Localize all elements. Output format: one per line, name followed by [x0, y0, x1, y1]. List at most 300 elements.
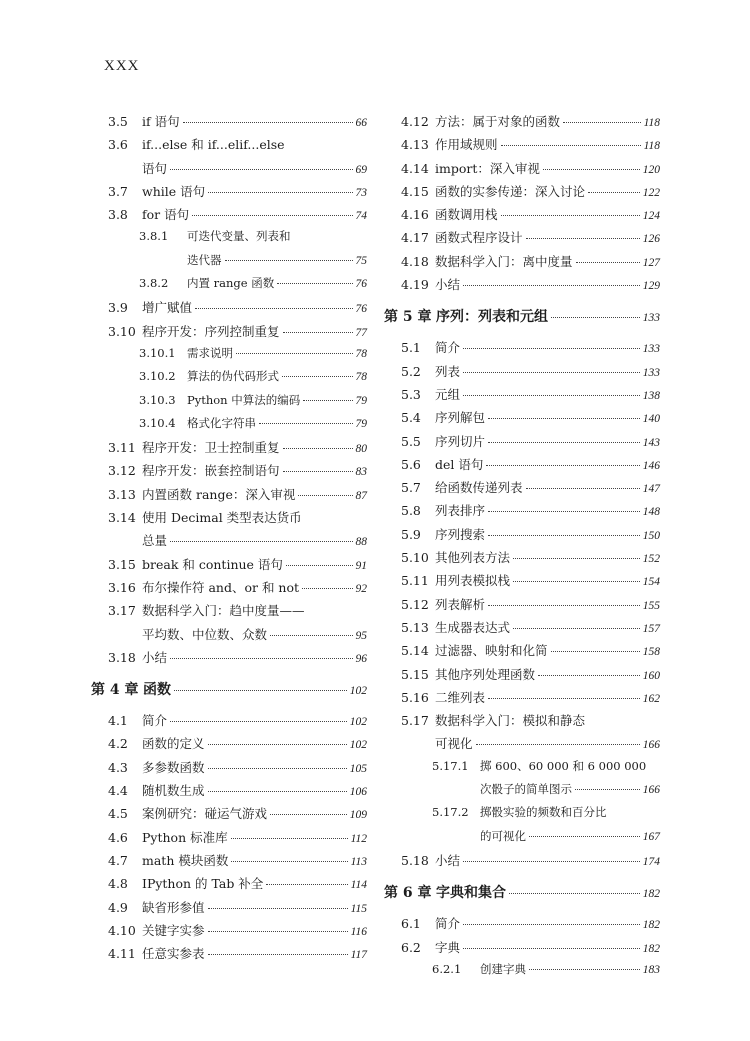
toc-entry[interactable]: [384, 525, 660, 548]
section-number: 5.3: [401, 386, 421, 402]
section-title: 字典和集合: [436, 885, 506, 902]
toc-entry[interactable]: [384, 758, 660, 805]
section-number: 3.10.1: [139, 345, 176, 360]
section-number: 5.10: [401, 550, 429, 566]
section-title: 缺省形参值: [142, 899, 205, 915]
section-number: 4.14: [401, 160, 429, 176]
section-number: 3.8.1: [139, 229, 169, 244]
section-title: 算法的伪代码形式: [187, 369, 279, 384]
section-number: 4.11: [108, 946, 136, 962]
page-number-ref: 117: [350, 949, 367, 962]
page-number-ref: 152: [642, 553, 660, 566]
section-title: 简介: [435, 916, 461, 932]
section-number: 4.1: [108, 713, 128, 729]
toc-entry[interactable]: [384, 641, 660, 664]
dot-leader: [170, 721, 347, 722]
dot-leader: [501, 145, 641, 146]
section-number: 4.6: [108, 829, 128, 845]
section-title: 掷 600、60 000 和 6 000 000: [480, 758, 647, 773]
page-number-ref: 147: [642, 483, 660, 496]
section-title: 函数的定义: [142, 736, 205, 752]
toc-entry[interactable]: [384, 618, 660, 641]
section-number: 5.18: [401, 852, 429, 868]
section-title: if 语句: [142, 114, 180, 129]
toc-entry[interactable]: [384, 205, 660, 228]
dot-leader: [283, 332, 353, 333]
dot-leader: [463, 348, 640, 349]
toc-entry[interactable]: [91, 944, 367, 967]
section-title: 函数的实参传递：深入讨论: [435, 183, 586, 199]
dot-leader: [551, 651, 640, 652]
toc-entry[interactable]: [91, 205, 367, 228]
toc-entry[interactable]: [384, 548, 660, 571]
section-title: 列表解析: [435, 596, 486, 612]
section-title: 程序开发：嵌套控制语句: [142, 463, 280, 479]
page-number-ref: 69: [355, 163, 367, 176]
toc-entry[interactable]: [91, 368, 367, 391]
section-title: while 语句: [142, 183, 206, 199]
dot-leader: [208, 192, 352, 193]
dot-leader: [509, 893, 640, 894]
section-title: 小结: [435, 277, 461, 293]
dot-leader: [513, 581, 640, 582]
page-number-ref: 133: [642, 366, 660, 379]
page-number-ref: 118: [643, 140, 660, 153]
toc-entry[interactable]: [91, 322, 367, 345]
toc-entry[interactable]: [91, 555, 367, 578]
dot-leader: [488, 511, 640, 512]
toc-entry[interactable]: [91, 135, 367, 182]
section-number: 4.13: [401, 137, 429, 153]
toc-entry[interactable]: [91, 804, 367, 827]
page-number-ref: 129: [642, 280, 660, 293]
toc-entry[interactable]: [91, 874, 367, 897]
page-number-ref: 155: [642, 599, 660, 612]
section-title: 给函数传递列表: [435, 480, 523, 496]
page-number-ref: 78: [355, 347, 367, 360]
toc-entry[interactable]: [384, 432, 660, 455]
dot-leader: [259, 423, 353, 424]
section-title: 函数式程序设计: [435, 230, 523, 246]
page-number-ref: 162: [642, 692, 660, 705]
section-number: 5.17.1: [432, 758, 469, 773]
page-number-ref: 150: [642, 529, 660, 542]
page-number: XXX: [104, 58, 140, 74]
section-number: 5.2: [401, 363, 421, 379]
section-title: 内置 range 函数: [187, 276, 275, 291]
toc-entry[interactable]: [384, 228, 660, 251]
section-number: 4.15: [401, 183, 429, 199]
toc-entry[interactable]: [384, 338, 660, 361]
toc-entry[interactable]: [91, 921, 367, 944]
dot-leader: [563, 122, 641, 123]
section-number: 5.5: [401, 433, 421, 449]
entry-line-1: [108, 601, 367, 624]
page-number-ref: 79: [355, 394, 367, 407]
section-title: IPython 的 Tab 补全: [142, 876, 264, 892]
dot-leader: [277, 283, 352, 284]
page-number-ref: 154: [642, 576, 660, 589]
page-number-ref: 113: [350, 855, 367, 868]
toc-entry[interactable]: [384, 385, 660, 408]
toc-entry[interactable]: [384, 112, 660, 135]
section-title-continued: 可视化: [435, 736, 473, 752]
dot-leader: [588, 192, 640, 193]
section-number: 4.16: [401, 207, 429, 223]
page-number-ref: 78: [355, 371, 367, 384]
section-number: 4.19: [401, 277, 429, 293]
dot-leader: [488, 418, 640, 419]
section-title: 二维列表: [435, 689, 486, 705]
toc-entry[interactable]: [384, 665, 660, 688]
section-title: 多参数函数: [142, 759, 205, 775]
page-number-ref: 143: [642, 436, 660, 449]
dot-leader: [170, 541, 352, 542]
toc-entry[interactable]: [91, 112, 367, 135]
toc-entry[interactable]: [384, 159, 660, 182]
toc-entry[interactable]: [384, 595, 660, 618]
dot-leader: [476, 744, 640, 745]
toc-entry[interactable]: [384, 455, 660, 478]
section-title: 其他序列处理函数: [435, 666, 536, 682]
section-number: 3.13: [108, 486, 136, 502]
entry-line-1: [432, 804, 660, 827]
page-number-ref: 112: [350, 832, 367, 845]
section-title: 简介: [142, 713, 168, 729]
section-title-continued: 的可视化: [480, 828, 526, 843]
page-number-ref: 120: [642, 163, 660, 176]
dot-leader: [463, 948, 640, 949]
page-number-ref: 87: [355, 489, 367, 502]
section-number: 4.12: [401, 114, 429, 129]
page-number-ref: 66: [355, 117, 367, 129]
page-number-ref: 118: [643, 117, 660, 129]
section-title: 数据科学入门：趋中度量——: [142, 603, 305, 619]
section-title-continued: 总量: [142, 533, 168, 549]
section-title: 函数调用栈: [435, 207, 498, 223]
page-number-ref: 102: [349, 685, 367, 698]
toc-entry[interactable]: [91, 828, 367, 851]
section-title: del 语句: [435, 456, 484, 472]
dot-leader: [551, 317, 640, 318]
section-number: 4.10: [108, 922, 136, 938]
toc-entry[interactable]: [384, 478, 660, 501]
page-number-ref: 115: [350, 902, 367, 915]
page-number-ref: 75: [355, 254, 367, 267]
section-title: 过滤器、映射和化简: [435, 643, 548, 659]
toc-entry[interactable]: [91, 734, 367, 757]
toc-entry[interactable]: [91, 392, 367, 415]
section-title: 案例研究：碰运气游戏: [142, 806, 268, 822]
section-title-continued: 语句: [142, 160, 168, 176]
section-title-continued: 平均数、中位数、众数: [142, 626, 268, 642]
toc-entry[interactable]: [91, 228, 367, 275]
dot-leader: [463, 861, 640, 862]
dot-leader: [576, 262, 640, 263]
dot-leader: [302, 588, 352, 589]
toc-entry[interactable]: [384, 362, 660, 385]
page-number-ref: 182: [642, 888, 660, 901]
section-number: 5.4: [401, 410, 421, 426]
page-number-ref: 105: [349, 762, 367, 775]
toc-entry[interactable]: [91, 578, 367, 601]
dot-leader: [208, 908, 348, 909]
dot-leader: [543, 169, 640, 170]
toc-entry[interactable]: [91, 461, 367, 484]
dot-leader: [231, 838, 348, 839]
section-number: 3.15: [108, 556, 136, 572]
section-title: 内置函数 range：深入审视: [142, 486, 296, 502]
section-title: Python 中算法的编码: [187, 392, 301, 407]
page-number-ref: 126: [642, 233, 660, 246]
page-number-ref: 166: [642, 739, 660, 752]
section-number: 5.8: [401, 503, 421, 519]
dot-leader: [283, 471, 353, 472]
dot-leader: [486, 465, 639, 466]
page-number-ref: 183: [642, 963, 660, 976]
section-number: 5.16: [401, 689, 429, 705]
toc-entry[interactable]: [384, 501, 660, 524]
section-title: 序列：列表和元组: [436, 309, 548, 326]
entry-line-1: [432, 758, 660, 781]
page-number-ref: 91: [355, 559, 367, 572]
dot-leader: [526, 488, 640, 489]
toc-entry[interactable]: [91, 601, 367, 648]
page-number-ref: 95: [355, 629, 367, 642]
section-number: 5.1: [401, 340, 421, 356]
page-number-ref: 106: [349, 786, 367, 799]
dot-leader: [208, 768, 347, 769]
section-title: 用列表模拟栈: [435, 573, 511, 589]
page-number-ref: 124: [642, 210, 660, 223]
page-number-ref: 76: [355, 303, 367, 316]
page-number-ref: 102: [349, 739, 367, 752]
toc-entry[interactable]: [384, 711, 660, 758]
toc-entry[interactable]: [384, 252, 660, 275]
page-number-ref: 79: [355, 417, 367, 430]
page-number-ref: 167: [642, 830, 660, 843]
toc-chapter-entry[interactable]: [384, 874, 660, 914]
toc-entry[interactable]: [384, 408, 660, 431]
toc-entry[interactable]: [91, 182, 367, 205]
section-number: 3.9: [108, 300, 128, 316]
section-number: 4.17: [401, 230, 429, 246]
section-title: 作用域规则: [435, 137, 498, 153]
toc-entry[interactable]: [91, 898, 367, 921]
section-title: math 模块函数: [142, 852, 229, 868]
section-title: break 和 continue 语句: [142, 556, 283, 572]
section-title: 字典: [435, 939, 461, 955]
section-title: import：深入审视: [435, 160, 540, 176]
dot-leader: [298, 495, 352, 496]
toc-chapter-entry[interactable]: [384, 298, 660, 338]
dot-leader: [208, 744, 347, 745]
section-number: 3.10.4: [139, 415, 176, 430]
dot-leader: [195, 308, 352, 309]
section-title: 随机数生成: [142, 783, 205, 799]
page-number-ref: 157: [642, 622, 660, 635]
section-title: 程序开发：序列控制重复: [142, 323, 280, 339]
toc-entry[interactable]: [91, 275, 367, 298]
section-number: 4.9: [108, 899, 128, 915]
section-title: 布尔操作符 and、or 和 not: [142, 579, 300, 595]
dot-leader: [183, 122, 353, 123]
toc-entry[interactable]: [384, 275, 660, 298]
dot-leader: [575, 789, 640, 790]
section-number: 4.18: [401, 253, 429, 269]
toc-entry[interactable]: [384, 182, 660, 205]
page-number-ref: 133: [642, 343, 660, 356]
page-number-ref: 158: [642, 646, 660, 659]
toc-entry[interactable]: [384, 851, 660, 874]
dot-leader: [170, 169, 352, 170]
toc-entry[interactable]: [91, 851, 367, 874]
dot-leader: [463, 372, 640, 373]
section-number: 5.11: [401, 573, 429, 589]
section-title: 函数: [143, 682, 171, 699]
toc-entry[interactable]: [91, 485, 367, 508]
section-number: 4.4: [108, 783, 128, 799]
section-number: 3.7: [108, 183, 128, 199]
section-number: 3.5: [108, 114, 128, 129]
toc-entry[interactable]: [384, 135, 660, 158]
section-title: 列表排序: [435, 503, 486, 519]
section-title: 序列搜索: [435, 526, 486, 542]
dot-leader: [488, 605, 640, 606]
page-number-ref: 122: [642, 186, 660, 199]
section-number: 3.11: [108, 440, 136, 456]
toc-entry[interactable]: [91, 438, 367, 461]
dot-leader: [488, 698, 640, 699]
section-number: 3.16: [108, 579, 136, 595]
toc-entry[interactable]: [91, 345, 367, 368]
dot-leader: [270, 635, 352, 636]
dot-leader: [286, 565, 353, 566]
dot-leader: [225, 260, 353, 261]
section-number: 3.14: [108, 510, 136, 526]
dot-leader: [236, 353, 353, 354]
toc-entry[interactable]: [384, 961, 660, 984]
dot-leader: [170, 658, 352, 659]
entry-line-1: [108, 508, 367, 531]
toc-entry[interactable]: [384, 571, 660, 594]
section-number: 第 5 章: [384, 309, 432, 326]
section-number: 第 6 章: [384, 885, 432, 902]
section-title: 格式化字符串: [187, 415, 256, 430]
section-title: 数据科学入门：离中度量: [435, 253, 573, 269]
toc-entry[interactable]: [384, 688, 660, 711]
page-number-ref: 83: [355, 466, 367, 479]
toc-entry[interactable]: [91, 298, 367, 321]
toc-entry[interactable]: [91, 648, 367, 671]
dot-leader: [538, 675, 640, 676]
section-number: 3.10.2: [139, 369, 176, 384]
section-number: 6.2.1: [432, 961, 462, 976]
page-number-ref: 166: [642, 784, 660, 797]
section-title: 序列切片: [435, 433, 486, 449]
toc-entry[interactable]: [384, 938, 660, 961]
section-number: 5.15: [401, 666, 429, 682]
page-number-ref: 109: [349, 809, 367, 822]
toc-entry[interactable]: [384, 914, 660, 937]
page-number-ref: 140: [642, 413, 660, 426]
page-number-ref: 133: [642, 312, 660, 325]
section-number: 第 4 章: [91, 682, 139, 699]
dot-leader: [501, 215, 640, 216]
page-number-ref: 92: [355, 582, 367, 595]
dot-leader: [192, 215, 352, 216]
entry-line-2: [139, 252, 367, 275]
dot-leader: [513, 628, 640, 629]
section-number: 3.10: [108, 323, 136, 339]
section-number: 5.13: [401, 619, 429, 635]
page-number-ref: 182: [642, 942, 660, 955]
dot-leader: [270, 814, 347, 815]
section-title: 使用 Decimal 类型表达货币: [142, 510, 302, 526]
section-title: 序列解包: [435, 410, 486, 426]
toc-entry[interactable]: [91, 781, 367, 804]
page-number-ref: 148: [642, 506, 660, 519]
section-title: 关键字实参: [142, 922, 205, 938]
section-number: 3.8: [108, 207, 128, 223]
dot-leader: [488, 442, 640, 443]
section-title: 任意实参表: [142, 946, 205, 962]
section-number: 3.12: [108, 463, 136, 479]
section-number: 4.7: [108, 852, 128, 868]
dot-leader: [208, 791, 347, 792]
toc-right-column: [384, 112, 660, 984]
section-title: 其他列表方法: [435, 550, 511, 566]
section-number: 4.8: [108, 876, 128, 892]
section-title: for 语句: [142, 207, 190, 223]
page-number-ref: 73: [355, 186, 367, 199]
toc-entry[interactable]: [91, 711, 367, 734]
toc-entry[interactable]: [91, 758, 367, 781]
section-number: 5.7: [401, 480, 421, 496]
toc-entry[interactable]: [91, 415, 367, 438]
dot-leader: [282, 376, 353, 377]
section-title: 程序开发：卫士控制重复: [142, 440, 280, 456]
dot-leader: [283, 448, 353, 449]
page-number-ref: 116: [350, 925, 367, 938]
section-number: 5.6: [401, 456, 421, 472]
entry-line-2: [432, 828, 660, 851]
section-number: 3.8.2: [139, 276, 169, 291]
section-number: 4.3: [108, 759, 128, 775]
toc-entry[interactable]: [91, 508, 367, 555]
dot-leader: [303, 400, 352, 401]
page-number-ref: 74: [355, 210, 367, 223]
section-number: 3.17: [108, 603, 136, 619]
section-title-continued: 迭代器: [187, 252, 222, 267]
dot-leader: [488, 535, 640, 536]
section-title: 可迭代变量、列表和: [187, 229, 291, 244]
page-number-ref: 138: [642, 389, 660, 402]
toc-chapter-entry[interactable]: [91, 671, 367, 711]
section-title: if...else 和 if...elif...else: [142, 137, 285, 153]
entry-line-2: [108, 159, 367, 182]
dot-leader: [529, 836, 640, 837]
dot-leader: [463, 924, 640, 925]
section-title: 小结: [142, 649, 168, 665]
page-number-ref: 77: [355, 326, 367, 339]
toc-entry[interactable]: [384, 804, 660, 851]
section-title: 简介: [435, 340, 461, 356]
section-title: 列表: [435, 363, 461, 379]
section-number: 6.2: [401, 939, 421, 955]
section-number: 5.17.2: [432, 805, 469, 820]
section-number: 3.6: [108, 137, 128, 153]
